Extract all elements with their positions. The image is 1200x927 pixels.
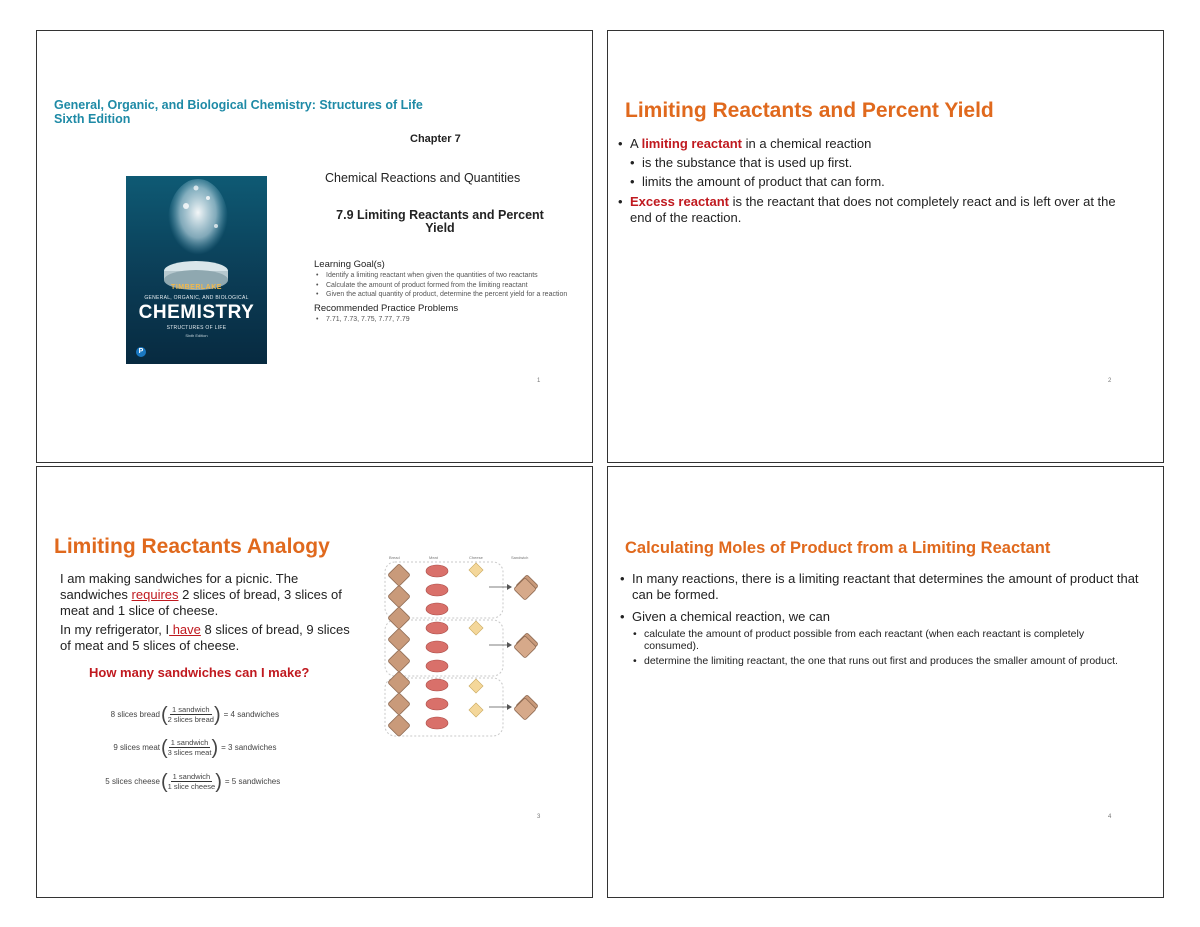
cover-tagline: STRUCTURES OF LIFE (166, 325, 227, 331)
cover-title: CHEMISTRY (138, 302, 255, 323)
goal-item: • Calculate the amount of product formed from the limiting reactant (314, 282, 572, 290)
page-number: 2 (1108, 378, 1112, 384)
meat-slice-icon (426, 565, 448, 577)
bullet-list (620, 571, 1140, 667)
practice-item: • 7.71, 7.73, 7.75, 7.77, 7.79 (314, 316, 572, 324)
bullet-item: • A limiting reactant in a chemical reaction (618, 136, 1138, 152)
page-number: 4 (1108, 814, 1112, 820)
figure-header-sandwich: Sandwich (511, 555, 529, 560)
paragraph-2: In my refrigerator, I have 8 slices of bread, 9 slices of meat and 5 slices of cheese. (60, 622, 350, 653)
chapter-title: Chemical Reactions and Quantities (325, 171, 521, 185)
bread-slice-icon (388, 607, 411, 630)
cheese-slice-icon (469, 563, 483, 577)
bullet-item: • Given a chemical reaction, we can (620, 609, 1140, 625)
bread-slice-icon (388, 564, 411, 587)
publisher-logo-icon: P (136, 347, 146, 357)
cover-edition: Sixth Edition (185, 333, 208, 338)
figure-header-meat: Meat (429, 555, 438, 560)
book-title: General, Organic, and Biological Chemistry: Structures of Life Sixth Edition (54, 98, 423, 126)
sandwich-diagram (383, 561, 553, 737)
cheese-slice-icon (469, 679, 483, 693)
sandwich-figure (383, 555, 553, 737)
goal-item: • Identify a limiting reactant when given the quantities of two reactants (314, 272, 572, 280)
paragraph-1: I am making sandwiches for a picnic. The sandwiches requires 2 slices of bread, 3 slices of meat and 1 slice of cheese. (60, 571, 342, 618)
slide-title: Calculating Moles of Product from a Limiting Reactant (625, 539, 1051, 557)
sub-bullet-item: • determine the limiting reactant, the one that runs out first and produces the smaller amount of product. (620, 655, 1140, 667)
meat-slice-icon (426, 603, 448, 615)
arrow-head-icon (507, 704, 512, 710)
slide-1 (36, 30, 593, 463)
page-number: 3 (537, 814, 541, 820)
sub-bullet-item: • limits the amount of product that can form. (618, 174, 1138, 190)
sub-bullet-item: • calculate the amount of product possible from each reactant (when each reactant is completely consumed). (620, 628, 1140, 652)
meat-slice-icon (426, 641, 448, 653)
slide-4 (607, 466, 1164, 898)
meat-slice-icon (426, 717, 448, 729)
cheese-slice-icon (469, 621, 483, 635)
meat-slice-icon (426, 698, 448, 710)
learning-goals-list (314, 272, 572, 299)
section-title: 7.9 Limiting Reactants and Percent Yield (336, 208, 544, 235)
sub-bullet-item: • is the substance that is used up first. (618, 155, 1138, 171)
book-cover (126, 176, 267, 364)
page-number: 1 (537, 378, 541, 384)
bread-slice-icon (388, 650, 411, 673)
analogy-text (60, 571, 360, 654)
bread-slice-icon (388, 693, 411, 716)
goal-item: • Given the actual quantity of product, determine the percent yield for a reaction (314, 291, 572, 299)
bread-slice-icon (388, 671, 411, 694)
bread-slice-icon (388, 585, 411, 608)
cheese-slice-icon (469, 703, 483, 717)
bullet-list (618, 136, 1138, 226)
arrow-head-icon (507, 584, 512, 590)
slide-title: Limiting Reactants Analogy (54, 535, 330, 558)
slide-2 (607, 30, 1164, 463)
term-excess-reactant: Excess reactant (630, 194, 730, 209)
equation-cheese: 5 slices cheese ( $\frac{\text{1 sandwich}}{\text{1 slice cheese}}$ ) = 5 sandwiches (105, 770, 281, 793)
bullet-item: • Excess reactant is the reactant that does not completely react and is left over at the end of the reaction. (618, 194, 1138, 226)
meat-slice-icon (426, 584, 448, 596)
meat-slice-icon (426, 679, 448, 691)
figure-header-bread: Bread (389, 555, 400, 560)
arrow-head-icon (507, 642, 512, 648)
cover-subtitle: GENERAL, ORGANIC, AND BIOLOGICAL (144, 295, 249, 301)
term-limiting-reactant: limiting reactant (641, 136, 742, 151)
learning-goals: Learning Goal(s) • Identify a limiting reactant when given the quantities of two reactants • Calculate the amount of product formed from the limiting reactant • Given the actual quantity of product, determine the percent yield for a reaction Recommended Practice Problems • 7.71, 7.73, 7.75, 7.77, 7.79 (314, 259, 572, 323)
slide-title: Limiting Reactants and Percent Yield (625, 99, 994, 122)
bread-slice-icon (388, 628, 411, 651)
equation-meat: 9 slices meat ( $\frac{\text{1 sandwich}}{\text{3 slices meat}}$ ) = 3 sandwiches (113, 736, 277, 759)
meat-slice-icon (426, 622, 448, 634)
meat-slice-icon (426, 660, 448, 672)
bullet-item: • In many reactions, there is a limiting reactant that determines the amount of product that can be formed. (620, 571, 1140, 603)
figure-header-cheese: Cheese (469, 555, 483, 560)
slide-3 (36, 466, 593, 898)
chapter-label: Chapter 7 (410, 133, 461, 145)
cover-author: TIMBERLAKE (171, 284, 222, 291)
equation-bread: 8 slices bread ( $\frac{\text{1 sandwich}}{\text{2 slices bread}}$ ) = 4 sandwiches (110, 703, 279, 726)
question: How many sandwiches can I make? (89, 665, 310, 680)
bread-slice-icon (388, 714, 411, 737)
